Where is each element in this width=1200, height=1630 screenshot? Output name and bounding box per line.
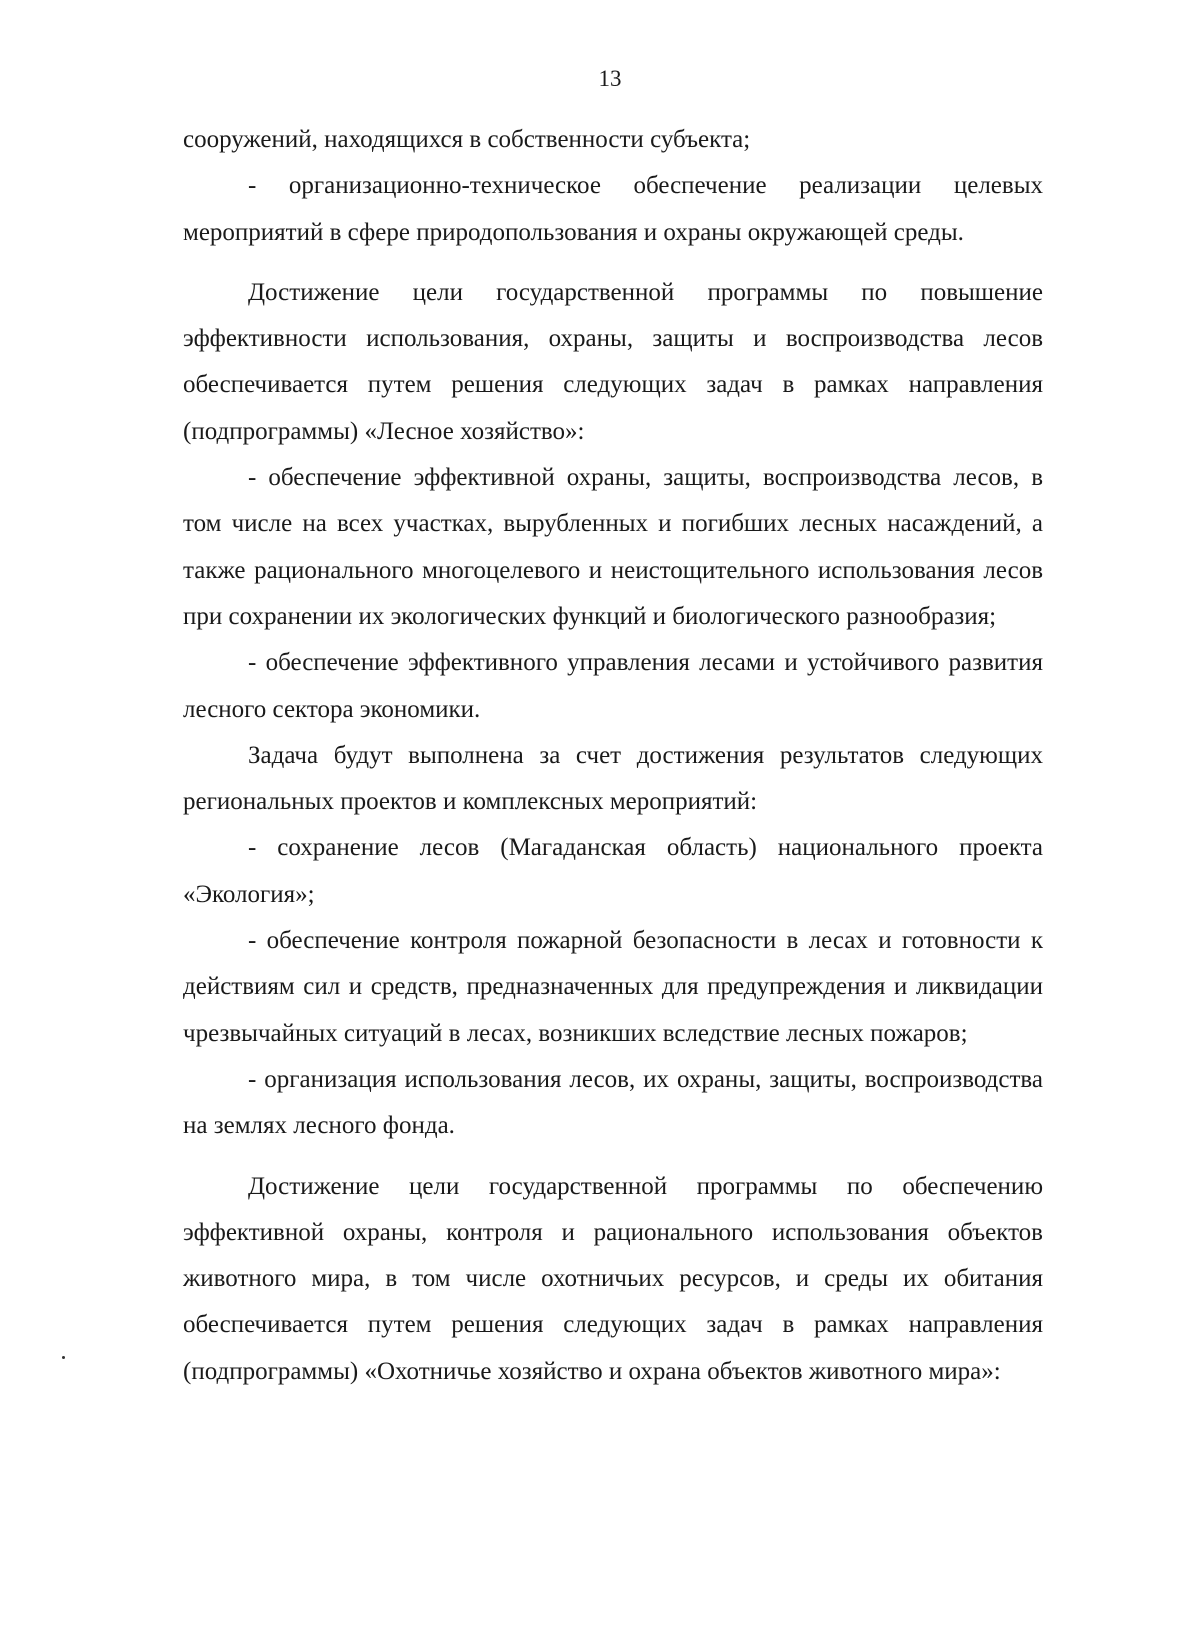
- list-item-forest-preservation: - сохранение лесов (Магаданская область) национального проекта «Экология»;: [183, 834, 1043, 908]
- paragraph-task-projects: Задача будут выполнена за счет достижения результатов следующих региональных проектов и комплексных мероприятий:: [183, 741, 1043, 816]
- scan-speck: [62, 1356, 65, 1359]
- list-item-forest-management: - обеспечение эффективного управления лесами и устойчивого развития лесного сектора экономики.: [183, 649, 1043, 723]
- page-number: 13: [598, 66, 622, 91]
- list-item-org-tech-support: - организационно-техническое обеспечение реализации целевых мероприятий в сфере природопользования и охраны окружающей среды.: [183, 172, 1043, 246]
- list-item-forest-protection: - обеспечение эффективной охраны, защиты, воспроизводства лесов, в том числе на всех участках, вырубленных и погибших лесных насаждений, а также рационального многоцелевого и неистощительного использования лесов при сохранении их экологических функций и биологического разнообразия;: [183, 464, 1043, 630]
- list-item-fire-safety: - обеспечение контроля пожарной безопасности в лесах и готовности к действиям сил и средств, предназначенных для предупреждения и ликвидации чрезвычайных ситуаций в лесах, возникших вследствие лесных пожаров;: [183, 927, 1043, 1047]
- paragraph-continuation: сооружений, находящихся в собственности субъекта;: [183, 126, 751, 153]
- paragraph-wildlife-goal: Достижение цели государственной программы по обеспечению эффективной охраны, контроля и рационального использования объектов животного мира, в том числе охотничьих ресурсов, и среды их обитания обеспечивается путем решения следующих задач в рамках направления (подпрограммы) «Охотничье хозяйство и охрана объектов животного мира»:: [183, 1172, 1043, 1385]
- paragraph-forestry-goal: Достижение цели государственной программы по повышение эффективности использования, охраны, защиты и воспроизводства лесов обеспечивается путем решения следующих задач в рамках направления (подпрограммы) «Лесное хозяйство»:: [183, 278, 1043, 445]
- list-item-forest-use: - организация использования лесов, их охраны, защиты, воспроизводства на землях лесного фонда.: [183, 1065, 1043, 1140]
- document-body: [183, 117, 1043, 1395]
